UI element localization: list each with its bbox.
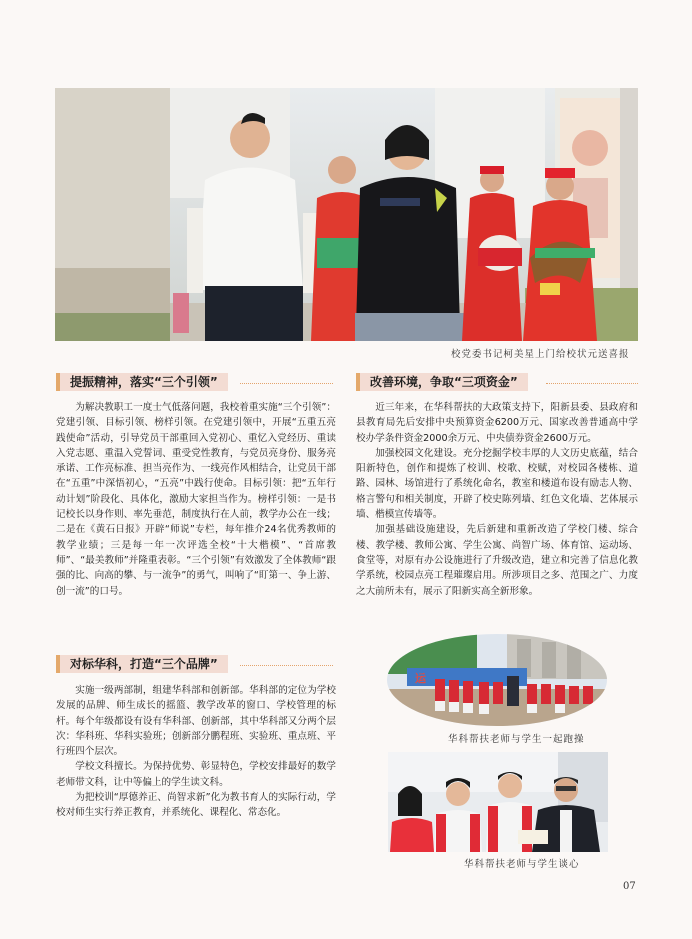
paragraph: 加强基础设施建设，先后新建和重新改造了学校门楼、综合楼、教学楼、教师公寓、学生公寓、尚智广场、体育馆、运动场、食堂等，对原有办公设施进行了升级改造，建立和完善了信息化教学系统，校园点亮工程璀璨启用。所涉项目之多、范围之广、力度之大前所未有，展示了阳新实高全新形象。	[356, 524, 638, 597]
section-divider-3	[240, 665, 333, 666]
section-body-3	[56, 683, 336, 821]
paragraph: 实施一级两部制，组建华科部和创新部。华科部的定位为学校发展的品牌、师生成长的摇篮、教学改革的窗口、学校管理的标杆。每个年级都设有设有华科部、创新部，其中华科部又分两个层次：华科班、华科实验班；创新部分鹏程班、实验班、重点班、平行班四个层次。	[56, 685, 336, 758]
paragraph: 加强校园文化建设。充分挖掘学校丰厚的人文历史底蕴，结合阳新特色，创作和提炼了校训、校歌、校赋，对校园各楼栋、道路、园林、场馆进行了系统化命名，教室和楼道布设有励志人物、格言警句和相关制度，开辟了校史陈列墙、红色文化墙、艺体展示墙、楷模宣传墙等。	[356, 447, 638, 521]
talk-photo	[388, 752, 608, 852]
running-photo	[387, 634, 607, 726]
paragraph: 近三年来，在华科帮扶的大政策支持下，阳新县委、县政府和县教育局先后安排中央预算资金6200万元、国家改善普通高中学校办学条件资金2000余万元、中央债券资金2600万元。	[356, 402, 638, 444]
paragraph: 学校文科擅长。为保持优势、彰显特色，学校安排最好的数学老师带文科，让中等偏上的学生读文科。	[56, 761, 336, 788]
section-title-1: 提振精神，落实“三个引领”	[56, 373, 228, 391]
paragraph: 为解决教职工一度士气低落问题，我校着重实施“三个引领”：党建引领、目标引领、榜样引领。在党建引领中，开展“五重五亮践使命”活动，引导党员干部重回入党初心、重忆入党经历、重读入党志愿、重温入党誓词、重受党性教育，与党员亮身份、服务亮承诺、工作亮标准、担当亮作为、一线亮作风相结合，让党员干部在“五重”中深悟初心，“五亮”中践行使命。目标引领：把“五年行动计划”阶段化、具体化，激励大家担当作为。榜样引领：一是书记校长以身作则、率先垂范，制度执行在人前，教学办公在一线；二是在《黄石日报》开辟“师说”专栏，每年推介24名优秀教师的教学业绩；三是每一年一次评选全校“十大楷模”、“首席教师”、“最美教师”并隆重表彰。“三个引领”有效激发了全体教师“跟强的比、向高的攀、与一流争”的勇气，叫响了“盯第一、争上游、创一流”的口号。	[56, 402, 336, 597]
section-divider-2	[546, 383, 638, 384]
section-title-2: 改善环境，争取“三项资金”	[356, 373, 528, 391]
section-title-3: 对标华科，打造“三个品牌”	[56, 655, 228, 673]
talk-photo-caption: 华科帮扶老师与学生谈心	[464, 859, 580, 870]
banner-text: 运	[415, 672, 426, 685]
section-divider-1	[240, 383, 333, 384]
top-photo	[55, 88, 638, 341]
top-photo-caption: 校党委书记柯美星上门给校状元送喜报	[451, 349, 630, 360]
running-photo-caption: 华科帮扶老师与学生一起跑操	[448, 734, 585, 745]
section-body-2	[356, 400, 638, 599]
section-body-1	[56, 400, 336, 599]
page-number: 07	[623, 881, 636, 892]
paragraph: 为把校训“厚德养正、尚智求新”化为教书育人的实际行动，学校对师生实行养正教育，并系统化、课程化、常态化。	[56, 792, 336, 819]
